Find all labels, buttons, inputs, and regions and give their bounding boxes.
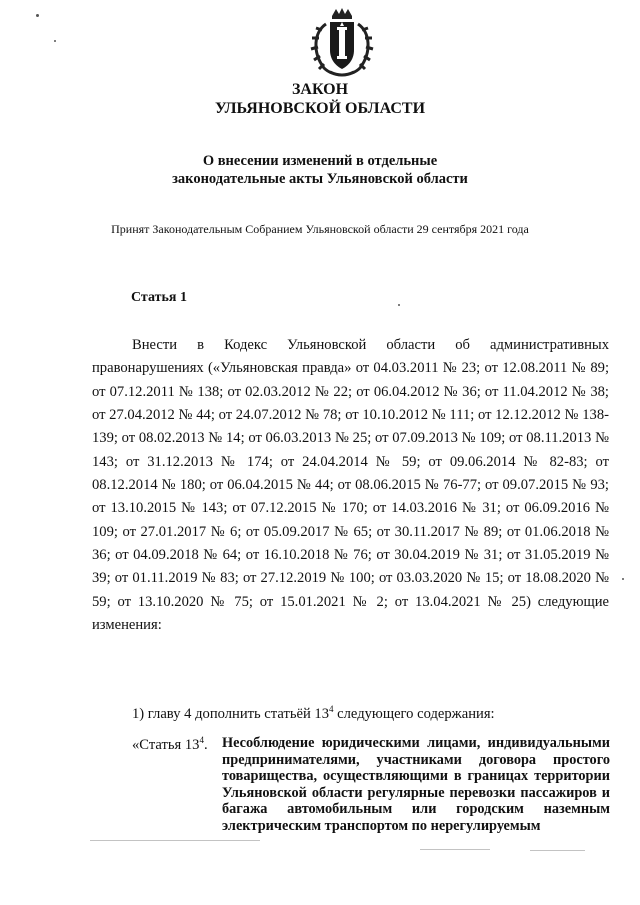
scan-speck [36,14,39,17]
amendment-item-sup: 4 [329,704,334,714]
amendment-item [132,704,495,723]
coat-of-arms-icon [296,6,388,80]
amendment-item-tail: следующего содержания: [333,705,495,722]
scan-speck [398,304,400,306]
scan-line [420,849,490,850]
law-title-line1: ЗАКОН [291,81,349,98]
scan-speck [622,578,624,580]
amendment-item-text: 1) главу 4 дополнить статьёй 13 [132,705,330,722]
scan-line [90,840,260,841]
law-title-line2: УЛЬЯНОВСКОЙ ОБЛАСТИ [214,100,426,117]
law-subject-line2: законодательные акты Ульяновской области [172,171,468,187]
article-heading: Статья 1 [131,290,187,305]
new-article-sup: 4 [199,735,204,745]
new-article-prefix: «Статья 13 [132,736,200,753]
law-subject-line1: О внесении изменений в отдельные [202,153,438,169]
article-body: Внести в Кодекс Ульяновской области об административных правонарушениях («Ульяновская правда» от 04.03.2011 № 23; от 12.08.2011 № 89; от 07.12.2011 № 138; от 02.03.2012 № 22; от 06.04.2012 № 36; от 11.04.2012 № 38; от 27.04.2012 № 44; от 24.07.2012 № 78; от 10.10.2012 № 111; от 12.12.2012 № 138-139; от 08.02.2013 № 14; от 06.03.2013 № 25; от 07.09.2013 № 109; от 08.11.2013 № 143; от 31.12.2013 № 174; от 24.04.2014 № 59; от 09.06.2014 № 82-83; от 08.12.2014 № 180; от 06.04.2015 № 44; от 08.06.2015 № 76-77; от 09.07.2015 № 93; от 13.10.2015 № 143; от 07.12.2015 № 170; от 14.03.2016 № 31; от 06.09.2016 № 109; от 27.01.2017 № 6; от 05.09.2017 № 65; от 30.11.2017 № 89; от 01.06.2018 № 36; от 04.09.2018 № 64; от 16.10.2018 № 76; от 30.04.2019 № 31; от 31.05.2019 № 39; от 01.11.2019 № 83; от 27.12.2019 № 100; от 03.03.2020 № 15; от 18.08.2020 № 59; от 13.10.2020 № 75; от 15.01.2021 № 2; от 13.04.2021 № 25) следующие изменения: [92,337,609,634]
new-article-label [132,735,208,754]
law-title [0,80,640,118]
adoption-note: Принят Законодательным Собранием Ульяновской области 29 сентября 2021 года [111,222,529,236]
law-subject [0,152,640,188]
scan-speck [54,40,56,42]
new-article-title: Несоблюдение юридическими лицами, индивидуальными предпринимателями, участниками договора простого товарищества, осуществляющими в границах территории Ульяновской области регулярные перевозки пассажиров и багажа автомобильным или городским наземным электрическим транспортом по нерегулируемым [222,735,610,834]
scan-line [530,850,585,851]
new-article-suffix: . [203,736,208,753]
